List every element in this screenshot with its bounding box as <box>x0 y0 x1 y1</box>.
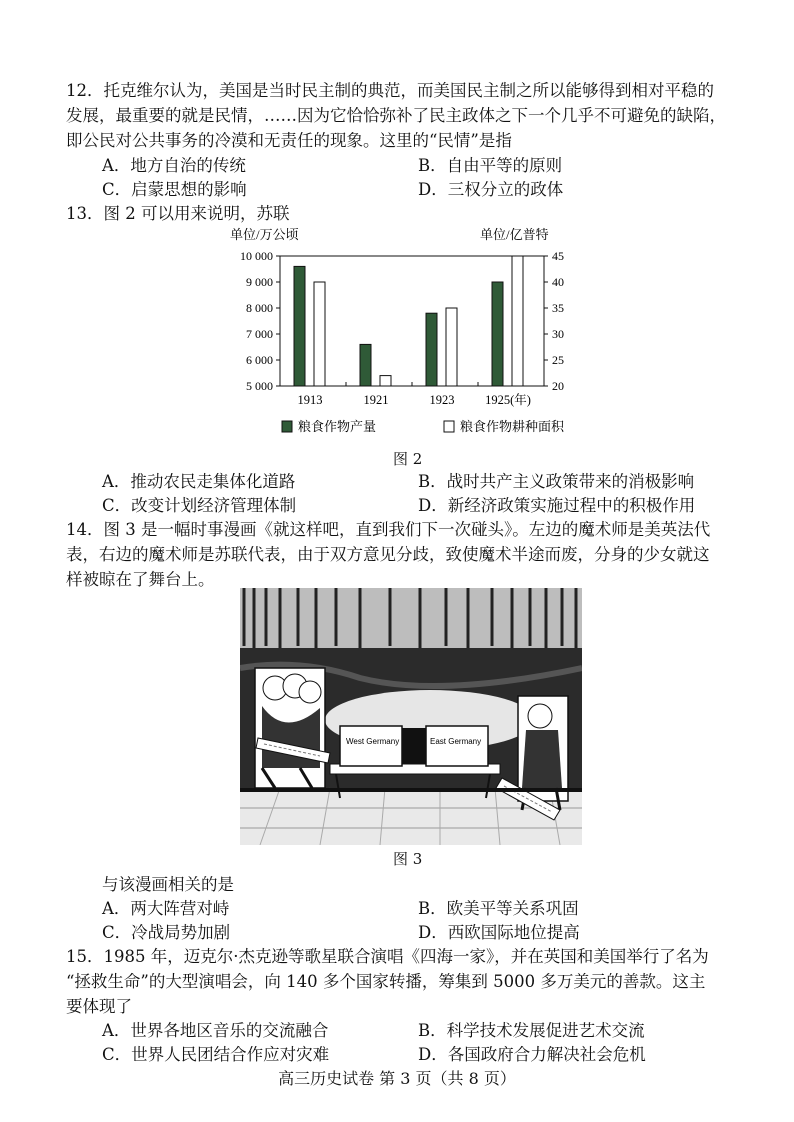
figure-2-caption: 图 2 <box>393 450 423 468</box>
q12-stem-line-1: 12．托克维尔认为，美国是当时民主制的典范，而美国民主制之所以能够得到相对平稳的 <box>66 81 714 100</box>
category-tick-label: 1913 <box>297 393 323 407</box>
bar-area <box>314 282 325 386</box>
left-axis-tick-label: 10 000 <box>240 249 273 263</box>
q14-option-c[interactable]: C．冷战局势加剧 <box>102 923 231 942</box>
q12-stem-line-3: 即公民对公共事务的冷漠和无责任的现象。这里的“民情”是指 <box>66 131 512 150</box>
q14-option-d[interactable]: D．西欧国际地位提高 <box>418 923 580 942</box>
figure-3-cartoon <box>240 588 582 845</box>
q12-option-d[interactable]: D．三权分立的政体 <box>418 180 564 199</box>
q15-stem-line-2: “拯救生命”的大型演唱会，向 140 多个国家转播，筹集到 5000 多万美元的善款。这主 <box>66 972 706 991</box>
right-axis-tick-label: 40 <box>552 275 564 289</box>
left-axis-tick-label: 8 000 <box>246 301 273 315</box>
page-footer: 高三历史试卷 第 3 页（共 8 页） <box>278 1069 516 1088</box>
left-axis-label: 单位/万公顷 <box>230 227 299 242</box>
left-axis-tick-label: 5 000 <box>246 379 273 393</box>
q13-option-c[interactable]: C．改变计划经济管理体制 <box>102 496 297 515</box>
q12-option-b[interactable]: B．自由平等的原则 <box>418 156 563 175</box>
legend-area-swatch <box>444 421 454 432</box>
east-germany-label: East Germany <box>430 737 482 746</box>
figure-3-caption: 图 3 <box>393 850 423 868</box>
west-germany-label: West Germany <box>346 737 400 746</box>
west-germany-box <box>340 726 402 766</box>
q15-option-c[interactable]: C．世界人民团结合作应对灾难 <box>102 1045 330 1064</box>
q12-stem-line-2: 发展，最重要的就是民情，……因为它恰恰弥补了民主政体之下一个几乎不可避免的缺陷， <box>66 106 726 125</box>
q15-option-a[interactable]: A．世界各地区音乐的交流融合 <box>102 1021 329 1040</box>
q15-option-d[interactable]: D．各国政府合力解决社会危机 <box>418 1045 646 1064</box>
right-axis-tick-label: 30 <box>552 327 564 341</box>
q14-option-b[interactable]: B．欧美平等关系巩固 <box>418 899 579 918</box>
left-axis-tick-label: 6 000 <box>246 353 273 367</box>
legend-production-swatch <box>282 421 292 432</box>
q13-stem: 13．图 2 可以用来说明，苏联 <box>66 204 290 223</box>
east-germany-box <box>426 726 488 766</box>
right-axis-tick-label: 20 <box>552 379 564 393</box>
q14-lead: 与该漫画相关的是 <box>102 875 234 894</box>
q15-stem-line-1: 15．1985 年，迈克尔·杰克逊等歌星联合演唱《四海一家》，并在英国和美国举行了名为 <box>66 947 709 966</box>
q12-option-a[interactable]: A．地方自治的传统 <box>102 156 246 175</box>
category-tick-label: 1921 <box>363 393 389 407</box>
category-tick-label: 1923 <box>429 393 455 407</box>
bar-production <box>294 266 305 386</box>
bar-area <box>380 376 391 386</box>
q14-option-a[interactable]: A．两大阵营对峙 <box>102 899 230 918</box>
q12-option-c[interactable]: C．启蒙思想的影响 <box>102 180 247 199</box>
bar-area <box>512 256 523 386</box>
right-axis-tick-label: 45 <box>552 249 564 263</box>
left-axis-tick-label: 9 000 <box>246 275 273 289</box>
legend-production-label: 粮食作物产量 <box>298 419 377 434</box>
legend-area-label: 粮食作物耕种面积 <box>460 419 565 434</box>
q13-option-a[interactable]: A．推动农民走集体化道路 <box>102 472 296 491</box>
right-axis-tick-label: 25 <box>552 353 564 367</box>
q13-option-d[interactable]: D．新经济政策实施过程中的积极作用 <box>418 496 696 515</box>
bar-production <box>360 344 371 386</box>
bar-production <box>426 313 437 386</box>
right-axis-tick-label: 35 <box>552 301 564 315</box>
q13-option-b[interactable]: B．战时共产主义政策带来的消极影响 <box>418 472 695 491</box>
right-axis-label: 单位/亿普特 <box>480 227 549 242</box>
figure-2-chart <box>230 226 590 444</box>
q14-stem-line-2: 表，右边的魔术师是苏联代表，由于双方意见分歧，致使魔术半途而废，分身的少女就这 <box>66 545 710 564</box>
q14-stem-line-1: 14．图 3 是一幅时事漫画《就这样吧，直到我们下一次碰头》。左边的魔术师是美英法代 <box>66 520 711 539</box>
bar-area <box>446 308 457 386</box>
category-tick-label: 1925(年) <box>485 393 531 407</box>
bar-production <box>492 282 503 386</box>
q15-stem-line-3: 要体现了 <box>66 997 132 1016</box>
left-axis-tick-label: 7 000 <box>246 327 273 341</box>
q15-option-b[interactable]: B．科学技术发展促进艺术交流 <box>418 1021 645 1040</box>
q14-stem-line-3: 样被晾在了舞台上。 <box>66 570 215 589</box>
